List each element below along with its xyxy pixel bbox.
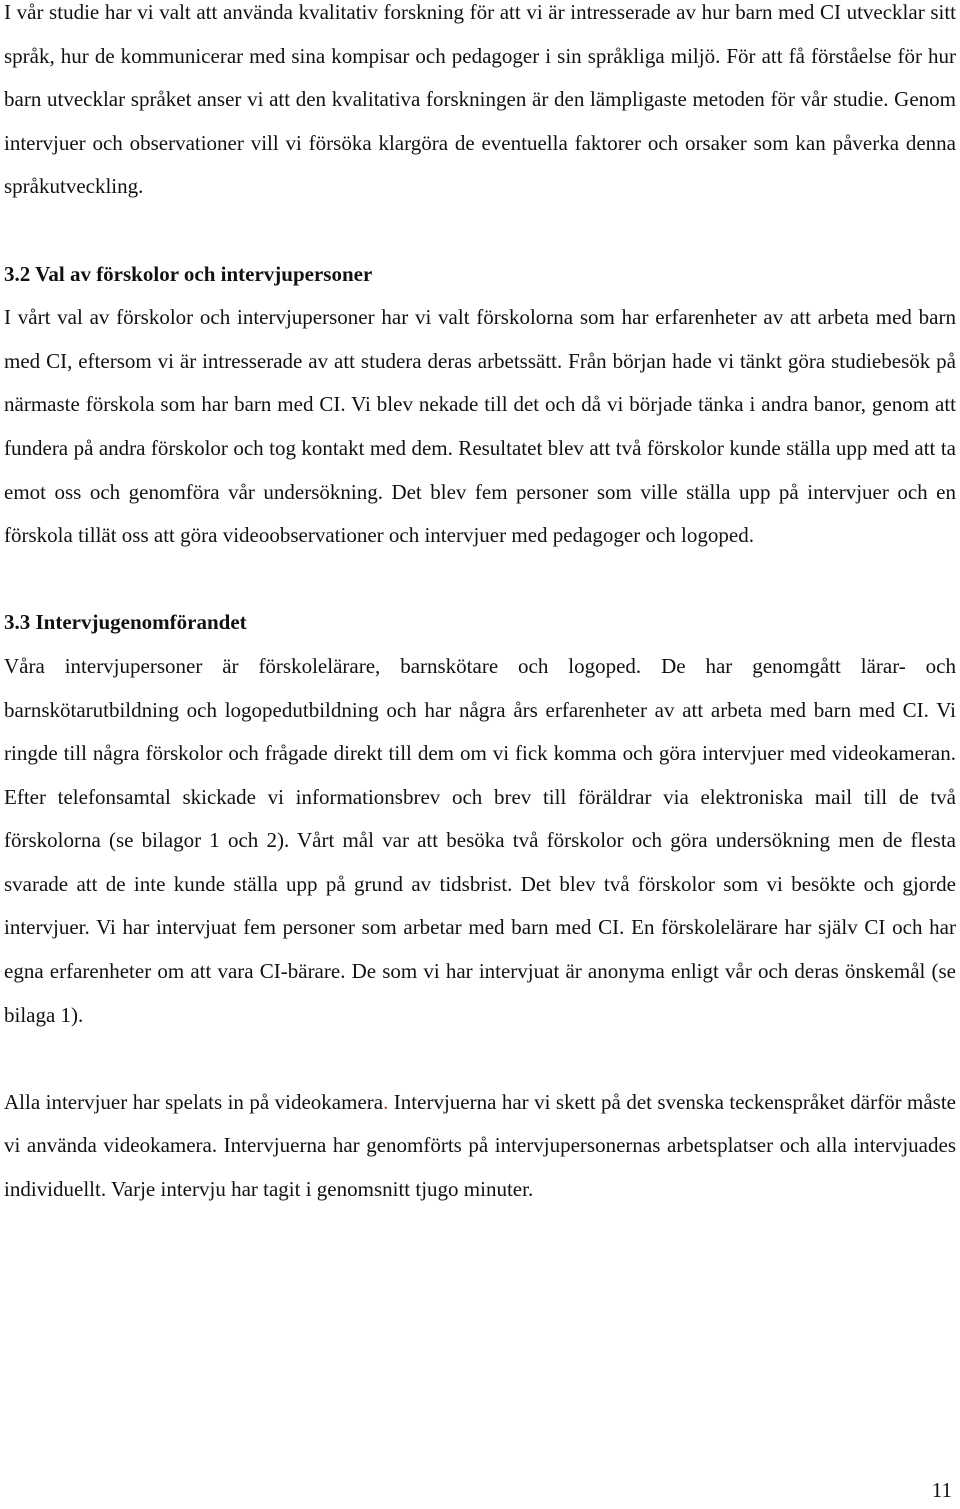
page-number: 11 bbox=[931, 1478, 952, 1502]
paragraph-interview-execution: Våra intervjupersoner är förskolelärare, barnskötare och logoped. De har genomgått lärar- och barnskötarutbildning och logopedutbildning och har några års erfarenheter av att arbeta med barn med CI. Vi ringde till några förskolor och frågade direkt till dem om vi fick komma och göra intervjuer med videokameran. Efter telefonsamtal skickade vi informationsbrev och brev till föräldrar via elektroniska mail till de två förskolorna (se bilagor 1 och 2). Vårt mål var att besöka två förskolor och göra undersökning men de flesta svarade att de inte kunde ställa upp på grund av tidsbrist. Det blev två förskolor som vi besökte och gjorde intervjuer. Vi har intervjuat fem personer som arbetar med barn med CI. En förskolelärare har själv CI och har egna erfarenheter om att vara CI-bärare. De som vi har intervjuat är anonyma enligt vår och deras önskemål (se bilaga 1). bbox=[4, 653, 956, 1027]
section-heading-3-3: 3.3 Intervjugenomförandet bbox=[4, 610, 247, 635]
paragraph-text-end: Intervjuerna har vi skett på det svenska teckenspråket därför måste vi använda videokamera. Intervjuerna har genomförts på intervjupersonernas arbetsplatser och alla intervjuades individuellt. Varje intervju har tagit i genomsnitt tjugo minuter. bbox=[4, 1089, 956, 1202]
section-heading-3-2: 3.2 Val av förskolor och intervjupersoner bbox=[4, 261, 373, 286]
document-page bbox=[4, 0, 956, 1212]
red-period: . bbox=[383, 1089, 389, 1114]
paragraph-text-start: Alla intervjuer har spelats in på videokamera bbox=[4, 1089, 384, 1114]
paragraph-video-recording bbox=[4, 1081, 956, 1212]
paragraph-spacer bbox=[4, 209, 956, 253]
paragraph-selection: I vårt val av förskolor och intervjupersoner har vi valt förskolorna som har erfarenheter av att arbeta med barn med CI, eftersom vi är intresserade av att studera deras arbetssätt. Från början hade vi tänkt göra studiebesök på närmaste förskola som har barn med CI. Vi blev nekade till det och då vi började tänka i andra banor, genom att fundera på andra förskolor och tog kontakt med dem. Resultatet blev att två förskolor kunde ställa upp med att ta emot oss och genomföra vår undersökning. Det blev fem personer som ville ställa upp på intervjuer och en förskola tillät oss att göra videoobservationer och intervjuer med pedagoger och logoped. bbox=[4, 305, 956, 548]
paragraph-method-intro: I vår studie har vi valt att använda kvalitativ forskning för att vi är intresserade av hur barn med CI utvecklar sitt språk, hur de kommunicerar med sina kompisar och pedagoger i sin språkliga miljö. För att få förståelse för hur barn utvecklar språket anser vi att den kvalitativa forskningen är den lämpligaste metoden för vår studie. Genom intervjuer och observationer vill vi försöka klargöra de eventuella faktorer och orsaker som kan påverka denna språkutveckling. bbox=[4, 0, 956, 199]
paragraph-spacer bbox=[4, 558, 956, 602]
paragraph-spacer bbox=[4, 1037, 956, 1081]
